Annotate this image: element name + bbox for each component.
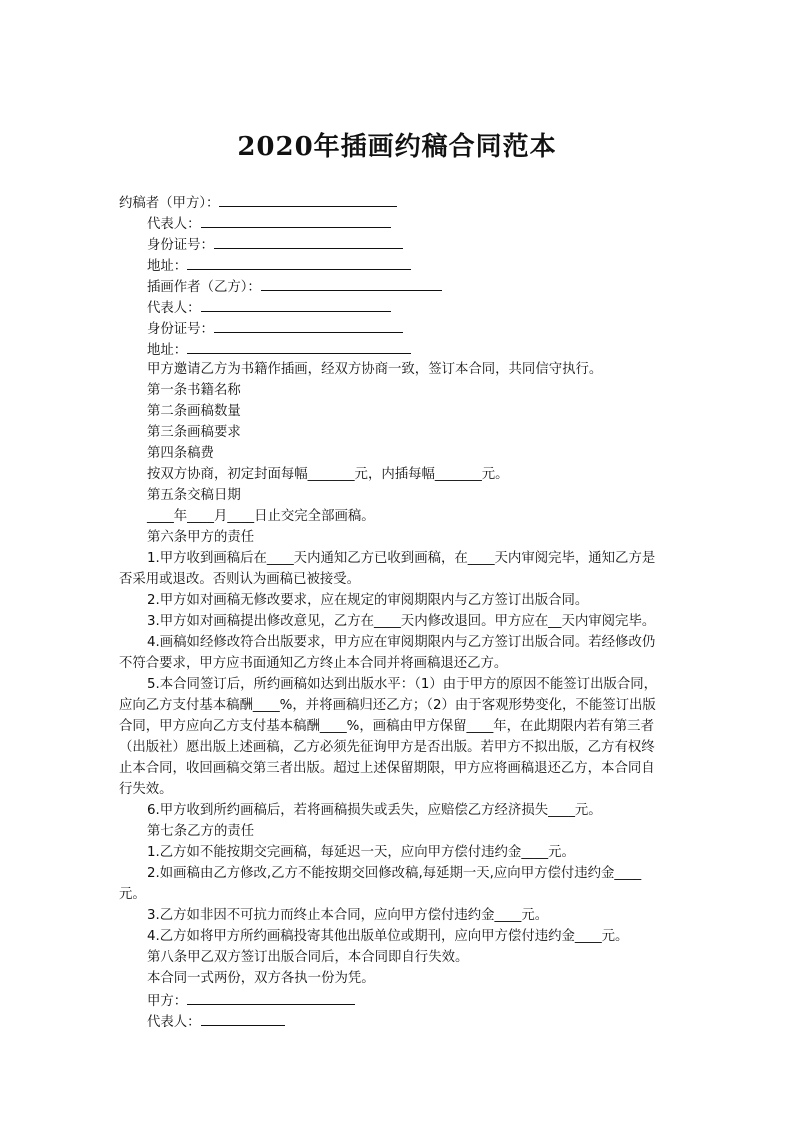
- delivery-date-text: ____年____月____日止交完全部画稿。: [147, 509, 375, 524]
- article-7-heading: 第七条乙方的责任: [147, 824, 255, 839]
- illustrator-address-blank: [187, 340, 411, 354]
- illustrator-id-line: [147, 319, 403, 339]
- client-address-blank: [187, 256, 411, 270]
- client-label: 约稿者（甲方）：: [119, 196, 220, 211]
- fee-text: 按双方协商，初定封面每幅_______元，内插每幅_______元。: [147, 467, 509, 482]
- illustrator-id-label: 身份证号：: [147, 322, 214, 337]
- signature-party-a-blank: [187, 991, 355, 1005]
- client-id-line: [147, 235, 403, 255]
- illustrator-blank: [261, 277, 442, 291]
- clause-6-6: 6.甲方收到所约画稿后，若将画稿损失或丢失，应赔偿乙方经济损失____元。: [147, 803, 602, 818]
- client-id-label: 身份证号：: [147, 238, 214, 253]
- illustrator-rep-label: 代表人：: [147, 301, 201, 316]
- illustrator-address-label: 地址：: [147, 343, 188, 358]
- clause-6-1-line-2: 否采用或退改。否则认为画稿已被接受。: [119, 572, 361, 587]
- clause-6-3: 3.甲方如对画稿提出修改意见，乙方在____天内修改退回。甲方应在__天内审阅完毕。: [147, 614, 656, 629]
- signature-rep-blank: [201, 1012, 285, 1026]
- clause-6-1-line-1: 1.甲方收到画稿后在____天内通知乙方已收到画稿，在____天内审阅完毕，通知乙方是: [147, 551, 656, 566]
- client-rep-blank: [201, 214, 391, 228]
- clause-6-5-line-4: （出版社）愿出版上述画稿，乙方必须先征询甲方是否出版。若甲方不拟出版，乙方有权终: [119, 740, 655, 755]
- article-4-heading: 第四条稿费: [147, 446, 214, 461]
- copies-text: 本合同一式两份，双方各执一份为凭。: [147, 971, 375, 986]
- signature-rep-label: 代表人：: [147, 1015, 201, 1030]
- illustrator-line: [147, 277, 442, 297]
- article-3-heading: 第三条画稿要求: [147, 425, 241, 440]
- client-line: [119, 193, 397, 213]
- illustrator-address-line: [147, 340, 411, 360]
- clause-6-5-line-1: 5.本合同签订后，所约画稿如达到出版水平：（1）由于甲方的原因不能签订出版合同，: [147, 677, 658, 692]
- clause-6-5-line-5: 止本合同，收回画稿交第三者出版。超过上述保留期限，甲方应将画稿退还乙方，本合同自: [119, 761, 655, 776]
- article-2-heading: 第二条画稿数量: [147, 404, 241, 419]
- signature-party-a-label: 甲方：: [147, 994, 188, 1009]
- clause-7-4: 4.乙方如将甲方所约画稿投寄其他出版单位或期刊，应向甲方偿付违约金____元。: [147, 929, 629, 944]
- clause-7-1: 1.乙方如不能按期交完画稿，每延迟一天，应向甲方偿付违约金____元。: [147, 845, 575, 860]
- clause-6-4-line-1: 4.画稿如经修改符合出版要求，甲方应在审阅期限内与乙方签订出版合同。若经修改仍: [147, 635, 656, 650]
- illustrator-rep-blank: [201, 298, 391, 312]
- clause-7-2-line-1: 2.如画稿由乙方修改,乙方不能按期交回修改稿,每延期一天,应向甲方偿付违约金____: [147, 866, 642, 881]
- client-address-label: 地址：: [147, 259, 188, 274]
- document-title: 2020年插画约稿合同范本: [237, 132, 557, 162]
- clause-6-4-line-2: 不符合要求，甲方应书面通知乙方终止本合同并将画稿退还乙方。: [119, 656, 508, 671]
- article-8-text: 第八条甲乙双方签订出版合同后，本合同即自行失效。: [147, 950, 469, 965]
- illustrator-label: 插画作者（乙方）：: [147, 280, 261, 295]
- illustrator-rep-line: [147, 298, 391, 318]
- intro-text: 甲方邀请乙方为书籍作插画，经双方协商一致，签订本合同，共同信守执行。: [147, 362, 603, 377]
- article-1-heading: 第一条书籍名称: [147, 383, 241, 398]
- client-blank: [219, 193, 397, 207]
- signature-rep-line: [147, 1012, 285, 1032]
- clause-7-2-line-2: 元。: [119, 887, 146, 902]
- clause-6-2: 2.甲方如对画稿无修改要求，应在规定的审阅期限内与乙方签订出版合同。: [147, 593, 589, 608]
- client-id-blank: [214, 235, 403, 249]
- illustrator-id-blank: [214, 319, 403, 333]
- clause-6-5-line-6: 行失效。: [119, 782, 173, 797]
- client-rep-line: [147, 214, 391, 234]
- signature-party-a-line: [147, 991, 355, 1011]
- client-rep-label: 代表人：: [147, 217, 201, 232]
- clause-6-5-line-3: 合同，甲方应向乙方支付基本稿酬____%，画稿由甲方保留____年，在此期限内若有第三者: [119, 719, 654, 734]
- clause-6-5-line-2: 应向乙方支付基本稿酬____%，并将画稿归还乙方；（2）由于客观形势变化，不能签订出版: [119, 698, 656, 713]
- article-5-heading: 第五条交稿日期: [147, 488, 241, 503]
- client-address-line: [147, 256, 411, 276]
- clause-7-3: 3.乙方如非因不可抗力而终止本合同，应向甲方偿付违约金____元。: [147, 908, 549, 923]
- article-6-heading: 第六条甲方的责任: [147, 530, 255, 545]
